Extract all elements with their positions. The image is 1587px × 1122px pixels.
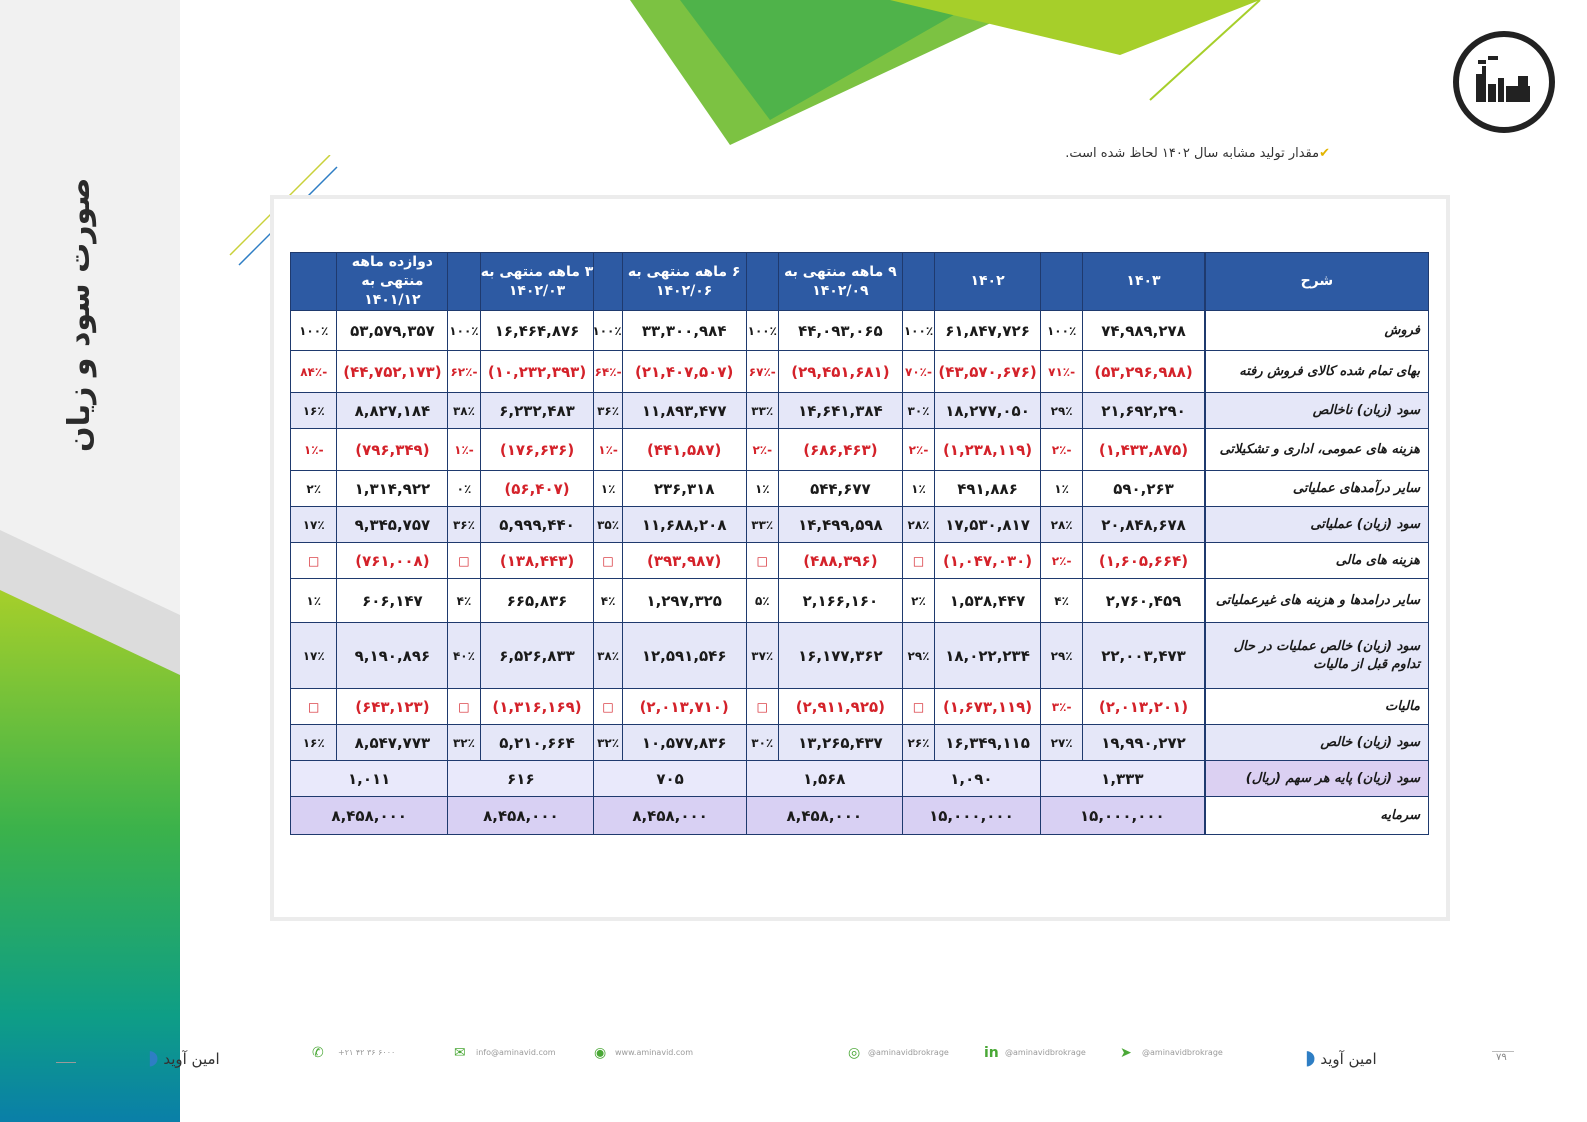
row-label: فروش [1205, 311, 1429, 351]
percent-cell: ۲۹٪ [1040, 393, 1082, 429]
value-cell: ۱۸,۰۲۲,۲۳۴ [935, 623, 1041, 689]
row-label: سود (زیان) پایه هر سهم (ریال) [1205, 761, 1429, 797]
sidebar [0, 0, 180, 1122]
header-cell: ۹ ماهه منتهی به ۱۴۰۲/۰۹ [778, 253, 902, 311]
percent-cell: ۱۶٪ [291, 725, 337, 761]
percent-cell: ۱۷٪ [291, 623, 337, 689]
percent-cell: ۲۶٪ [902, 725, 934, 761]
percent-cell: □ [902, 543, 934, 579]
value-cell: (۱۷۶,۶۳۶) [480, 429, 594, 471]
value-cell: (۱,۴۳۳,۸۷۵) [1083, 429, 1205, 471]
value-cell: ۶۱,۸۴۷,۷۲۶ [935, 311, 1041, 351]
value-cell: ۲,۱۶۶,۱۶۰ [778, 579, 902, 623]
percent-cell: -۱٪ [594, 429, 622, 471]
footer-telegram[interactable]: @aminavidbrokrage [1142, 1048, 1223, 1057]
value-cell: (۵۶,۴۰۷) [480, 471, 594, 507]
row-label: سایر درآمدهای عملیاتی [1205, 471, 1429, 507]
capital-row [291, 797, 1429, 835]
percent-cell: -۷۰٪ [902, 351, 934, 393]
value-cell: (۱,۳۱۶,۱۶۹) [480, 689, 594, 725]
percent-cell: -۶۷٪ [746, 351, 778, 393]
value-cell: ۳۳,۳۰۰,۹۸۴ [622, 311, 746, 351]
header-cell: ۶ ماهه منتهی به ۱۴۰۲/۰۶ [622, 253, 746, 311]
value-cell: ۱۴,۴۹۹,۵۹۸ [778, 507, 902, 543]
row-label: سود (زیان) ناخالص [1205, 393, 1429, 429]
table-row [291, 543, 1429, 579]
brand-logo-right [1305, 1045, 1377, 1069]
header-cell: ۱۴۰۲ [935, 253, 1041, 311]
percent-cell: □ [746, 689, 778, 725]
table-row [291, 393, 1429, 429]
percent-cell: ۳۳٪ [746, 393, 778, 429]
percent-cell: □ [448, 543, 480, 579]
eps-row [291, 761, 1429, 797]
row-label: سرمایه [1205, 797, 1429, 835]
footer-email[interactable]: info@aminavid.com [476, 1048, 556, 1057]
value-cell: ۶,۵۲۶,۸۳۳ [480, 623, 594, 689]
value-cell: ۵۹۰,۲۶۳ [1083, 471, 1205, 507]
top-decoration [560, 0, 1280, 160]
percent-cell: -۱٪ [291, 429, 337, 471]
table-row [291, 429, 1429, 471]
value-cell: ۱۳,۲۶۵,۴۳۷ [778, 725, 902, 761]
row-label: مالیات [1205, 689, 1429, 725]
header-cell [291, 253, 337, 311]
brand-logo-left [148, 1045, 220, 1069]
checkmark-icon: ✔ [1319, 146, 1330, 161]
instagram-icon: ◎ [848, 1045, 861, 1061]
value-cell: ۲۲,۰۰۳,۴۷۳ [1083, 623, 1205, 689]
percent-cell: ۳۲٪ [594, 725, 622, 761]
table-row [291, 351, 1429, 393]
percent-cell: ۳۶٪ [594, 393, 622, 429]
value-cell: (۳۹۳,۹۸۷) [622, 543, 746, 579]
value-cell: (۴۸۸,۳۹۶) [778, 543, 902, 579]
table-row [291, 471, 1429, 507]
percent-cell: □ [594, 543, 622, 579]
value-cell: ۱۲,۵۹۱,۵۴۶ [622, 623, 746, 689]
percent-cell: -۶۴٪ [594, 351, 622, 393]
capital-cell: ۱۵,۰۰۰,۰۰۰ [1040, 797, 1204, 835]
percent-cell: ۳۸٪ [448, 393, 480, 429]
row-label: سود (زیان) خالص [1205, 725, 1429, 761]
value-cell: (۱,۶۷۳,۱۱۹) [935, 689, 1041, 725]
value-cell: (۴۳,۵۷۰,۶۷۶) [935, 351, 1041, 393]
income-statement-table [290, 252, 1429, 835]
sidebar-gradient-shapes [0, 0, 180, 1122]
eps-cell: ۶۱۶ [448, 761, 594, 797]
header-cell [746, 253, 778, 311]
row-label: بهای تمام شده کالای فروش رفته [1205, 351, 1429, 393]
percent-cell: -۲٪ [902, 429, 934, 471]
capital-cell: ۸,۴۵۸,۰۰۰ [746, 797, 902, 835]
percent-cell: ۵٪ [746, 579, 778, 623]
footer-instagram[interactable]: @aminavidbrokrage [868, 1048, 949, 1057]
phone-icon: ✆ [312, 1045, 324, 1061]
percent-cell: -۲٪ [746, 429, 778, 471]
percent-cell: □ [291, 689, 337, 725]
value-cell: ۱۱,۶۸۸,۲۰۸ [622, 507, 746, 543]
brand-text: امین آوید [163, 1050, 220, 1068]
percent-cell: ۰٪ [448, 471, 480, 507]
sidebar-divider [56, 1062, 76, 1063]
percent-cell: ۲٪ [291, 471, 337, 507]
header-cell: ۱۴۰۳ [1083, 253, 1205, 311]
value-cell: (۲,۰۱۳,۷۱۰) [622, 689, 746, 725]
value-cell: ۱۱,۸۹۳,۴۷۷ [622, 393, 746, 429]
value-cell: (۶۸۶,۴۶۳) [778, 429, 902, 471]
mouse-icon: ◉ [594, 1045, 607, 1061]
percent-cell: □ [594, 689, 622, 725]
percent-cell: ۴٪ [1040, 579, 1082, 623]
percent-cell: □ [902, 689, 934, 725]
eps-cell: ۱,۰۱۱ [291, 761, 448, 797]
table-row [291, 579, 1429, 623]
wave-logo-icon: ◗ [1305, 1045, 1316, 1069]
value-cell: (۴۴,۷۵۲,۱۷۳) [337, 351, 448, 393]
header-cell [448, 253, 480, 311]
percent-cell: ۲٪ [902, 579, 934, 623]
value-cell: (۴۴۱,۵۸۷) [622, 429, 746, 471]
value-cell: ۴۴,۰۹۳,۰۶۵ [778, 311, 902, 351]
percent-cell: ۱۰۰٪ [291, 311, 337, 351]
percent-cell: ۱۰۰٪ [448, 311, 480, 351]
percent-cell: ۲۹٪ [1040, 623, 1082, 689]
value-cell: ۹,۳۴۵,۷۵۷ [337, 507, 448, 543]
eps-cell: ۱,۳۳۳ [1040, 761, 1204, 797]
header-cell: شرح [1205, 253, 1429, 311]
value-cell: ۲۱,۶۹۲,۲۹۰ [1083, 393, 1205, 429]
table-row [291, 311, 1429, 351]
footer-linkedin[interactable]: @aminavidbrokrage [1005, 1048, 1086, 1057]
percent-cell: -۱٪ [448, 429, 480, 471]
value-cell: (۱,۰۴۷,۰۳۰) [935, 543, 1041, 579]
percent-cell: □ [291, 543, 337, 579]
value-cell: ۱۹,۹۹۰,۲۷۲ [1083, 725, 1205, 761]
value-cell: ۱۷,۵۳۰,۸۱۷ [935, 507, 1041, 543]
table-row [291, 507, 1429, 543]
percent-cell: ۱٪ [291, 579, 337, 623]
value-cell: ۱,۵۳۸,۴۴۷ [935, 579, 1041, 623]
capital-cell: ۸,۴۵۸,۰۰۰ [291, 797, 448, 835]
percent-cell: -۸۴٪ [291, 351, 337, 393]
percent-cell: ۳۲٪ [448, 725, 480, 761]
eps-cell: ۱,۰۹۰ [902, 761, 1040, 797]
value-cell: ۱۸,۲۷۷,۰۵۰ [935, 393, 1041, 429]
value-cell: ۱,۳۱۴,۹۲۲ [337, 471, 448, 507]
value-cell: (۷۹۶,۳۴۹) [337, 429, 448, 471]
eps-cell: ۱,۵۶۸ [746, 761, 902, 797]
value-cell: ۶۶۵,۸۳۶ [480, 579, 594, 623]
header-cell [1040, 253, 1082, 311]
percent-cell: □ [448, 689, 480, 725]
percent-cell: ۲۷٪ [1040, 725, 1082, 761]
value-cell: ۱۶,۱۷۷,۳۶۲ [778, 623, 902, 689]
value-cell: (۱۰,۲۳۲,۳۹۳) [480, 351, 594, 393]
percent-cell: ۴٪ [594, 579, 622, 623]
table-row [291, 689, 1429, 725]
value-cell: ۱۶,۳۴۹,۱۱۵ [935, 725, 1041, 761]
value-cell: ۵,۹۹۹,۴۴۰ [480, 507, 594, 543]
value-cell: ۶۰۶,۱۴۷ [337, 579, 448, 623]
percent-cell: ۳۶٪ [448, 507, 480, 543]
value-cell: (۱,۶۰۵,۶۶۴) [1083, 543, 1205, 579]
percent-cell: ۴٪ [448, 579, 480, 623]
value-cell: ۱۶,۴۶۴,۸۷۶ [480, 311, 594, 351]
percent-cell: -۶۲٪ [448, 351, 480, 393]
row-label: هزینه های عمومی، اداری و تشکیلاتی [1205, 429, 1429, 471]
percent-cell: -۳٪ [1040, 689, 1082, 725]
production-note [1000, 146, 1330, 161]
value-cell: (۵۳,۲۹۶,۹۸۸) [1083, 351, 1205, 393]
header-cell [902, 253, 934, 311]
value-cell: ۷۴,۹۸۹,۲۷۸ [1083, 311, 1205, 351]
header-cell [594, 253, 622, 311]
percent-cell: ۱۰۰٪ [1040, 311, 1082, 351]
value-cell: ۱,۲۹۷,۳۲۵ [622, 579, 746, 623]
percent-cell: -۲٪ [1040, 543, 1082, 579]
value-cell: (۲,۹۱۱,۹۲۵) [778, 689, 902, 725]
footer-website[interactable]: www.aminavid.com [615, 1048, 693, 1057]
note-text: مقدار تولید مشابه سال ۱۴۰۲ لحاظ شده است. [1065, 146, 1320, 161]
capital-cell: ۸,۴۵۸,۰۰۰ [594, 797, 746, 835]
value-cell: ۲,۷۶۰,۴۵۹ [1083, 579, 1205, 623]
percent-cell: ۱٪ [1040, 471, 1082, 507]
value-cell: ۵۴۴,۶۷۷ [778, 471, 902, 507]
percent-cell: ۱۰۰٪ [902, 311, 934, 351]
percent-cell: ۳۵٪ [594, 507, 622, 543]
page-number: ۷۹ [1496, 1052, 1507, 1063]
telegram-icon: ➤ [1120, 1045, 1132, 1061]
capital-cell: ۱۵,۰۰۰,۰۰۰ [902, 797, 1040, 835]
value-cell: ۵,۲۱۰,۶۶۴ [480, 725, 594, 761]
value-cell: ۹,۱۹۰,۸۹۶ [337, 623, 448, 689]
percent-cell: ۴۰٪ [448, 623, 480, 689]
percent-cell: -۲٪ [1040, 429, 1082, 471]
page-title: صورت سود و زیان [62, 177, 97, 453]
percent-cell: ۱۰۰٪ [594, 311, 622, 351]
eps-cell: ۷۰۵ [594, 761, 746, 797]
value-cell: (۲,۰۱۳,۲۰۱) [1083, 689, 1205, 725]
percent-cell: ۱٪ [902, 471, 934, 507]
value-cell: (۷۶۱,۰۰۸) [337, 543, 448, 579]
percent-cell: ۲۸٪ [1040, 507, 1082, 543]
percent-cell: ۱٪ [594, 471, 622, 507]
row-label: سود (زیان) خالص عملیات در حال تداوم قبل از مالیات [1205, 623, 1429, 689]
brand-text: امین آوید [1320, 1050, 1377, 1068]
percent-cell: ۳۷٪ [746, 623, 778, 689]
value-cell: ۶,۲۳۲,۴۸۳ [480, 393, 594, 429]
footer-phone[interactable]: +۲۱ ۴۲ ۳۶ ۶۰۰۰ [338, 1048, 396, 1057]
email-icon: ✉ [454, 1045, 466, 1061]
percent-cell: ۳۰٪ [902, 393, 934, 429]
value-cell: ۵۳,۵۷۹,۳۵۷ [337, 311, 448, 351]
percent-cell: ۳۸٪ [594, 623, 622, 689]
value-cell: (۱۳۸,۴۴۳) [480, 543, 594, 579]
percent-cell: ۱٪ [746, 471, 778, 507]
value-cell: ۸,۸۲۷,۱۸۴ [337, 393, 448, 429]
percent-cell: ۱۶٪ [291, 393, 337, 429]
value-cell: (۱,۲۳۸,۱۱۹) [935, 429, 1041, 471]
row-label: سایر درامدها و هزینه های غیرعملیاتی [1205, 579, 1429, 623]
value-cell: ۱۴,۶۴۱,۳۸۴ [778, 393, 902, 429]
percent-cell: □ [746, 543, 778, 579]
linkedin-icon: in [984, 1045, 999, 1061]
value-cell: ۲۳۶,۳۱۸ [622, 471, 746, 507]
wave-logo-icon: ◗ [148, 1045, 159, 1069]
percent-cell: -۷۱٪ [1040, 351, 1082, 393]
value-cell: ۴۹۱,۸۸۶ [935, 471, 1041, 507]
value-cell: ۱۰,۵۷۷,۸۳۶ [622, 725, 746, 761]
header-cell: ۳ ماهه منتهی به ۱۴۰۲/۰۳ [480, 253, 594, 311]
table-header-row [291, 253, 1429, 311]
row-label: سود (زیان) عملیاتی [1205, 507, 1429, 543]
value-cell: ۸,۵۴۷,۷۷۳ [337, 725, 448, 761]
percent-cell: ۳۰٪ [746, 725, 778, 761]
percent-cell: ۲۹٪ [902, 623, 934, 689]
table-row [291, 623, 1429, 689]
factory-icon [1452, 30, 1556, 134]
percent-cell: ۳۳٪ [746, 507, 778, 543]
value-cell: (۲۹,۴۵۱,۶۸۱) [778, 351, 902, 393]
value-cell: (۲۱,۴۰۷,۵۰۷) [622, 351, 746, 393]
percent-cell: ۲۸٪ [902, 507, 934, 543]
table-row [291, 725, 1429, 761]
percent-cell: ۱۷٪ [291, 507, 337, 543]
capital-cell: ۸,۴۵۸,۰۰۰ [448, 797, 594, 835]
value-cell: ۲۰,۸۴۸,۶۷۸ [1083, 507, 1205, 543]
percent-cell: ۱۰۰٪ [746, 311, 778, 351]
row-label: هزینه های مالی [1205, 543, 1429, 579]
header-cell: دوازده ماهه منتهی به ۱۴۰۱/۱۲ [337, 253, 448, 311]
value-cell: (۶۴۳,۱۲۳) [337, 689, 448, 725]
